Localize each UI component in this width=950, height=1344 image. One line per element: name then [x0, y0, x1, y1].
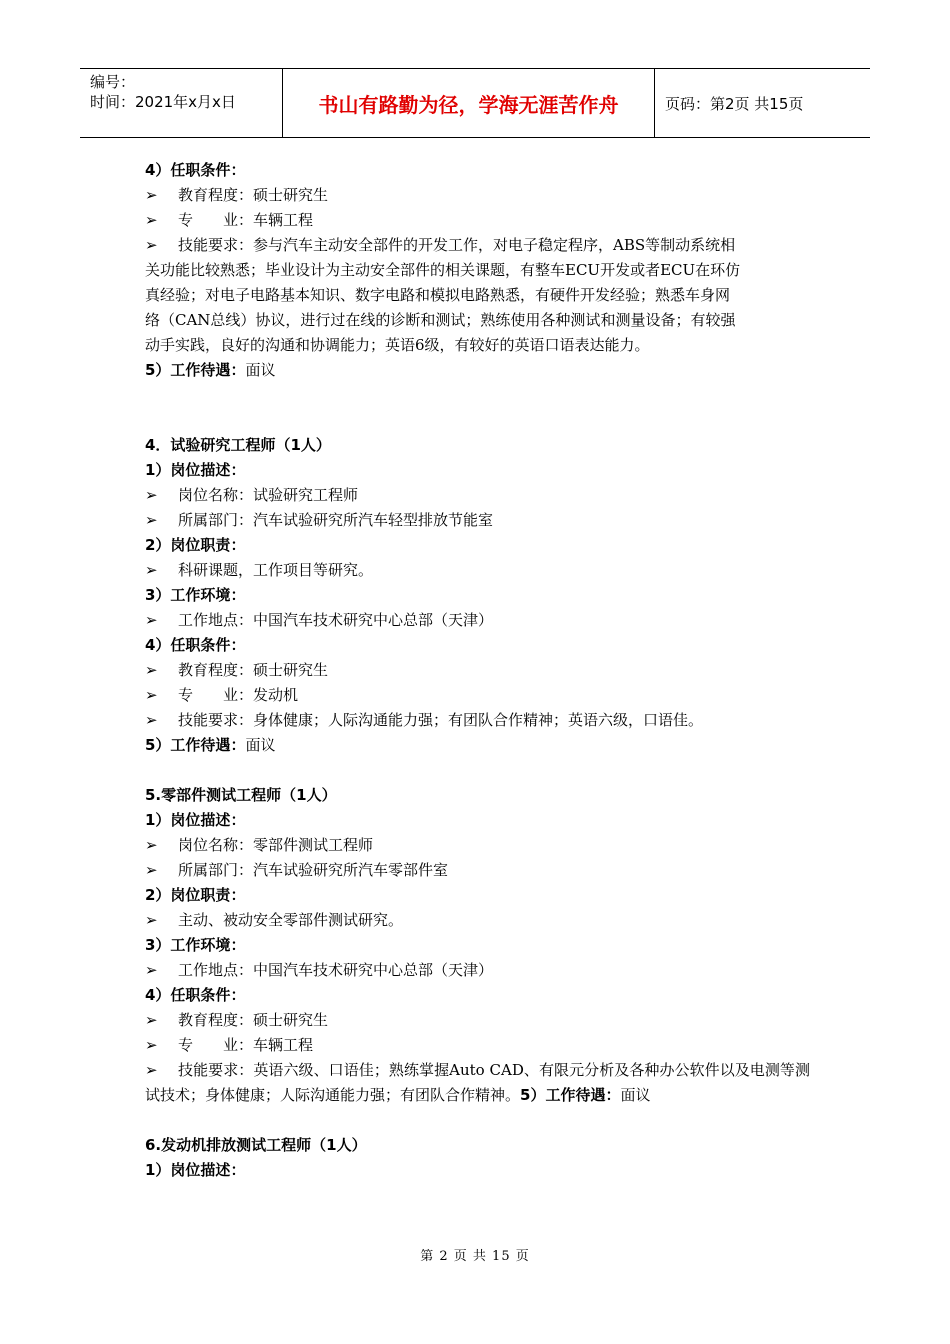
section-heading: 1）岗位描述：: [145, 811, 246, 829]
section-heading: 4）任职条件：: [145, 636, 246, 654]
list-item: ➢ 工作地点：中国汽车技术研究中心总部（天津）: [145, 608, 810, 633]
list-item: ➢ 主动、被动安全零部件测试研究。: [145, 908, 810, 933]
skill-paragraph: ➢ 技能要求：英语六级、口语佳；熟练掌握Auto CAD、有限元分析及各种办公软件以及电测等测试技术；身体健康；人际沟通能力强；有团队合作精神。5）工作待遇：面议: [145, 1058, 810, 1108]
section-title: 6.发动机排放测试工程师（1人）: [145, 1136, 367, 1154]
bullet-arrow-icon: ➢: [145, 611, 158, 629]
header-page-info: 页码：第2页 共15页: [665, 94, 804, 113]
list-item: ➢ 专 业：车辆工程: [145, 1033, 810, 1058]
bullet-arrow-icon: ➢: [145, 186, 158, 204]
bullet-arrow-icon: ➢: [145, 911, 158, 929]
list-item: ➢ 技能要求：身体健康；人际沟通能力强；有团队合作精神；英语六级，口语佳。: [145, 708, 810, 733]
section-title: 4．试验研究工程师（1人）: [145, 436, 331, 454]
bullet-arrow-icon: ➢: [145, 1036, 158, 1054]
paragraph-line: 动手实践，良好的沟通和协调能力；英语6级，有较好的英语口语表达能力。: [145, 336, 650, 354]
list-item: ➢ 教育程度：硕士研究生: [145, 1008, 810, 1033]
document-body: [145, 158, 810, 1183]
document-number-label: 编号：: [90, 73, 136, 91]
list-item: ➢ 岗位名称：试验研究工程师: [145, 483, 810, 508]
bullet-arrow-icon: ➢: [145, 1011, 158, 1029]
bullet-arrow-icon: ➢: [145, 511, 158, 529]
section-heading: 4）任职条件：: [145, 986, 246, 1004]
section-heading: 3）工作环境：: [145, 586, 246, 604]
paragraph-line: 络（CAN总线）协议，进行过在线的诊断和测试；熟练使用各种测试和测量设备；有较强: [145, 311, 736, 329]
bullet-arrow-icon: ➢: [145, 561, 158, 579]
section-heading: 2）岗位职责：: [145, 886, 246, 904]
paragraph-line: 关功能比较熟悉；毕业设计为主动安全部件的相关课题，有整车ECU开发或者ECU在环仿: [145, 261, 741, 279]
list-item: ➢ 技能要求：参与汽车主动安全部件的开发工作，对电子稳定程序，ABS等制动系统相: [145, 233, 810, 258]
section-heading: 2）岗位职责：: [145, 536, 246, 554]
list-item: ➢ 所属部门：汽车试验研究所汽车零部件室: [145, 858, 810, 883]
section-heading: 4）任职条件：: [145, 161, 246, 179]
bullet-arrow-icon: ➢: [145, 486, 158, 504]
pay-line: 5）工作待遇：面议: [145, 361, 276, 379]
section-heading: 3）工作环境：: [145, 936, 246, 954]
page-header: [80, 68, 870, 138]
header-motto: 书山有路勤为径，学海无涯苦作舟: [318, 92, 619, 117]
section-title: 5.零部件测试工程师（1人）: [145, 786, 337, 804]
document-date: 时间：2021年x月x日: [90, 93, 236, 111]
bullet-arrow-icon: ➢: [145, 861, 158, 879]
bullet-arrow-icon: ➢: [145, 236, 158, 254]
bullet-arrow-icon: ➢: [145, 1061, 158, 1079]
pay-line: 5）工作待遇：面议: [145, 736, 276, 754]
header-meta: [80, 69, 282, 137]
list-item: ➢ 科研课题，工作项目等研究。: [145, 558, 810, 583]
list-item: ➢ 所属部门：汽车试验研究所汽车轻型排放节能室: [145, 508, 810, 533]
section-heading: 1）岗位描述：: [145, 461, 246, 479]
list-item: ➢ 工作地点：中国汽车技术研究中心总部（天津）: [145, 958, 810, 983]
list-item: ➢ 专 业：车辆工程: [145, 208, 810, 233]
header-motto-cell: [282, 69, 655, 137]
paragraph-line: 真经验；对电子电路基本知识、数字电路和模拟电路熟悉，有硬件开发经验；熟悉车身网: [145, 286, 731, 304]
section-heading: 1）岗位描述：: [145, 1161, 246, 1179]
list-item: ➢ 岗位名称：零部件测试工程师: [145, 833, 810, 858]
list-item: ➢ 教育程度：硕士研究生: [145, 658, 810, 683]
list-item: ➢ 专 业：发动机: [145, 683, 810, 708]
bullet-arrow-icon: ➢: [145, 211, 158, 229]
bullet-arrow-icon: ➢: [145, 711, 158, 729]
bullet-arrow-icon: ➢: [145, 686, 158, 704]
bullet-arrow-icon: ➢: [145, 661, 158, 679]
bullet-arrow-icon: ➢: [145, 961, 158, 979]
bullet-arrow-icon: ➢: [145, 836, 158, 854]
list-item: ➢ 教育程度：硕士研究生: [145, 183, 810, 208]
page-footer: 第 2 页 共 15 页: [420, 1249, 530, 1264]
